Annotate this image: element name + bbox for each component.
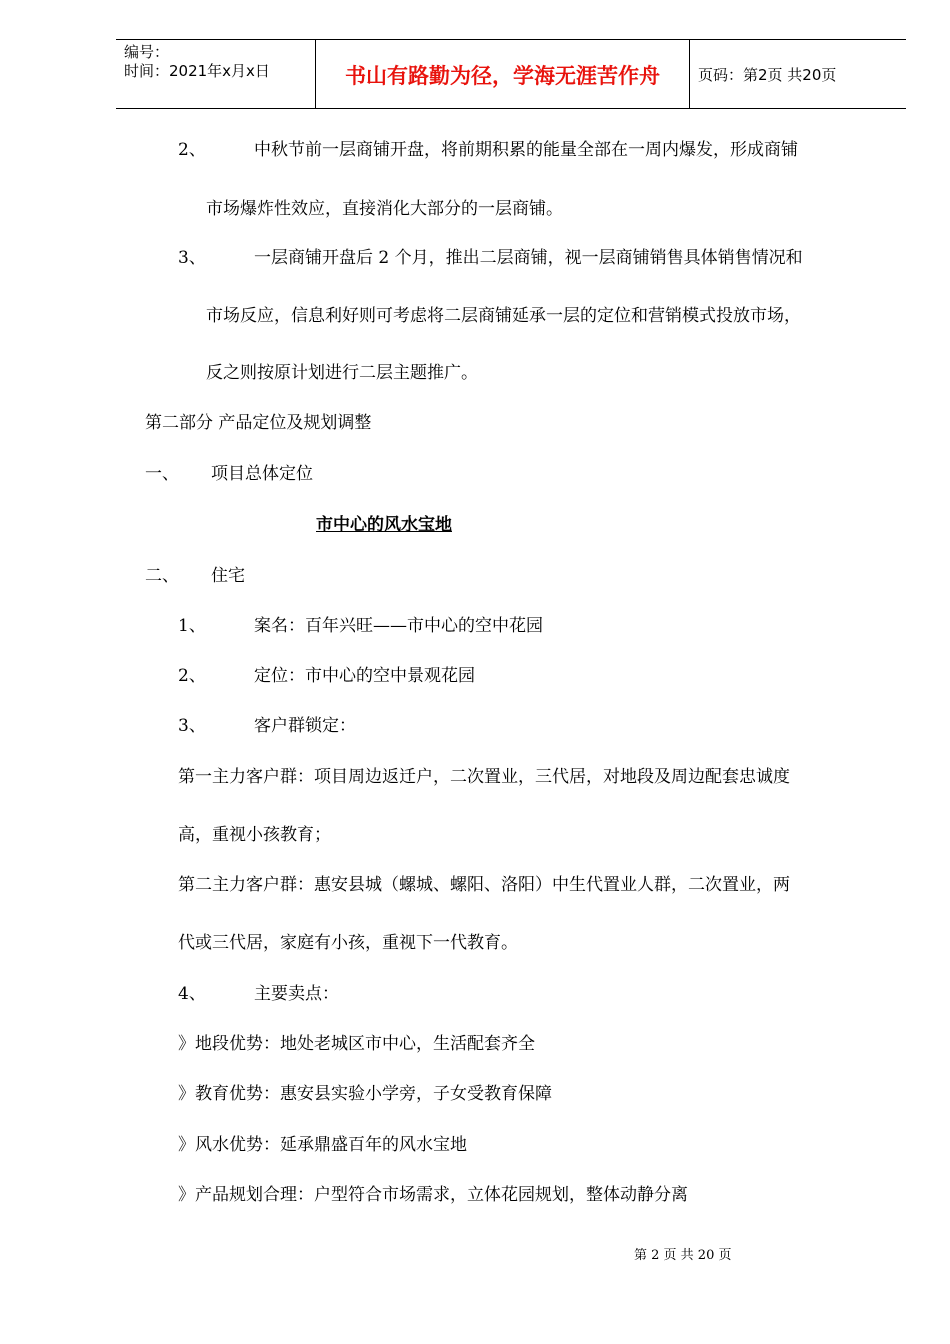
serial-number-label: 编号： [124, 43, 170, 61]
paragraph-line: 代或三代居，家庭有小孩，重视下一代教育。 [178, 933, 518, 953]
section-title: 住宅 [211, 566, 245, 586]
list-item: 客户群锁定： [254, 716, 356, 736]
list-item: 定位：市中心的空中景观花园 [254, 666, 475, 686]
selling-point: 》产品规划合理：户型符合市场需求，立体花园规划，整体动静分离 [178, 1185, 688, 1205]
page-header [116, 39, 906, 109]
page-indicator: 页码：第2页 共20页 [698, 66, 837, 84]
time-label: 时间：2021年x月x日 [124, 62, 270, 80]
section-number: 一、 [145, 464, 179, 484]
paragraph-line: 一层商铺开盘后 2 个月，推出二层商铺，视一层商铺销售具体销售情况和 [254, 248, 803, 268]
paragraph-line: 反之则按原计划进行二层主题推广。 [206, 363, 478, 383]
selling-point: 》教育优势：惠安县实验小学旁，子女受教育保障 [178, 1084, 552, 1104]
positioning-slogan: 市中心的风水宝地 [316, 515, 452, 535]
list-number: 4、 [178, 984, 206, 1004]
header-divider [689, 40, 690, 108]
header-motto: 书山有路勤为径，学海无涯苦作舟 [345, 64, 660, 88]
paragraph-line: 市场反应，信息利好则可考虑将二层商铺延承一层的定位和营销模式投放市场， [206, 306, 801, 326]
selling-point: 》风水优势：延承鼎盛百年的风水宝地 [178, 1135, 467, 1155]
paragraph-line: 第一主力客户群：项目周边返迁户，二次置业，三代居，对地段及周边配套忠诚度 [178, 767, 790, 787]
list-number: 2、 [178, 666, 206, 686]
selling-point: 》地段优势：地处老城区市中心，生活配套齐全 [178, 1034, 535, 1054]
section-number: 二、 [145, 566, 179, 586]
section-heading: 第二部分 产品定位及规划调整 [145, 413, 372, 433]
list-item: 案名：百年兴旺——市中心的空中花园 [254, 616, 543, 636]
page-footer: 第 2 页 共 20 页 [634, 1248, 732, 1263]
list-number: 3、 [178, 248, 206, 268]
paragraph-line: 市场爆炸性效应，直接消化大部分的一层商铺。 [206, 199, 563, 219]
paragraph-line: 第二主力客户群：惠安县城（螺城、螺阳、洛阳）中生代置业人群，二次置业，两 [178, 875, 790, 895]
paragraph-line: 高，重视小孩教育； [178, 825, 331, 845]
list-number: 1、 [178, 616, 206, 636]
list-number: 2、 [178, 140, 206, 160]
paragraph-line: 中秋节前一层商铺开盘，将前期积累的能量全部在一周内爆发，形成商铺 [254, 140, 798, 160]
list-number: 3、 [178, 716, 206, 736]
section-title: 项目总体定位 [211, 464, 313, 484]
list-item: 主要卖点： [254, 984, 339, 1004]
